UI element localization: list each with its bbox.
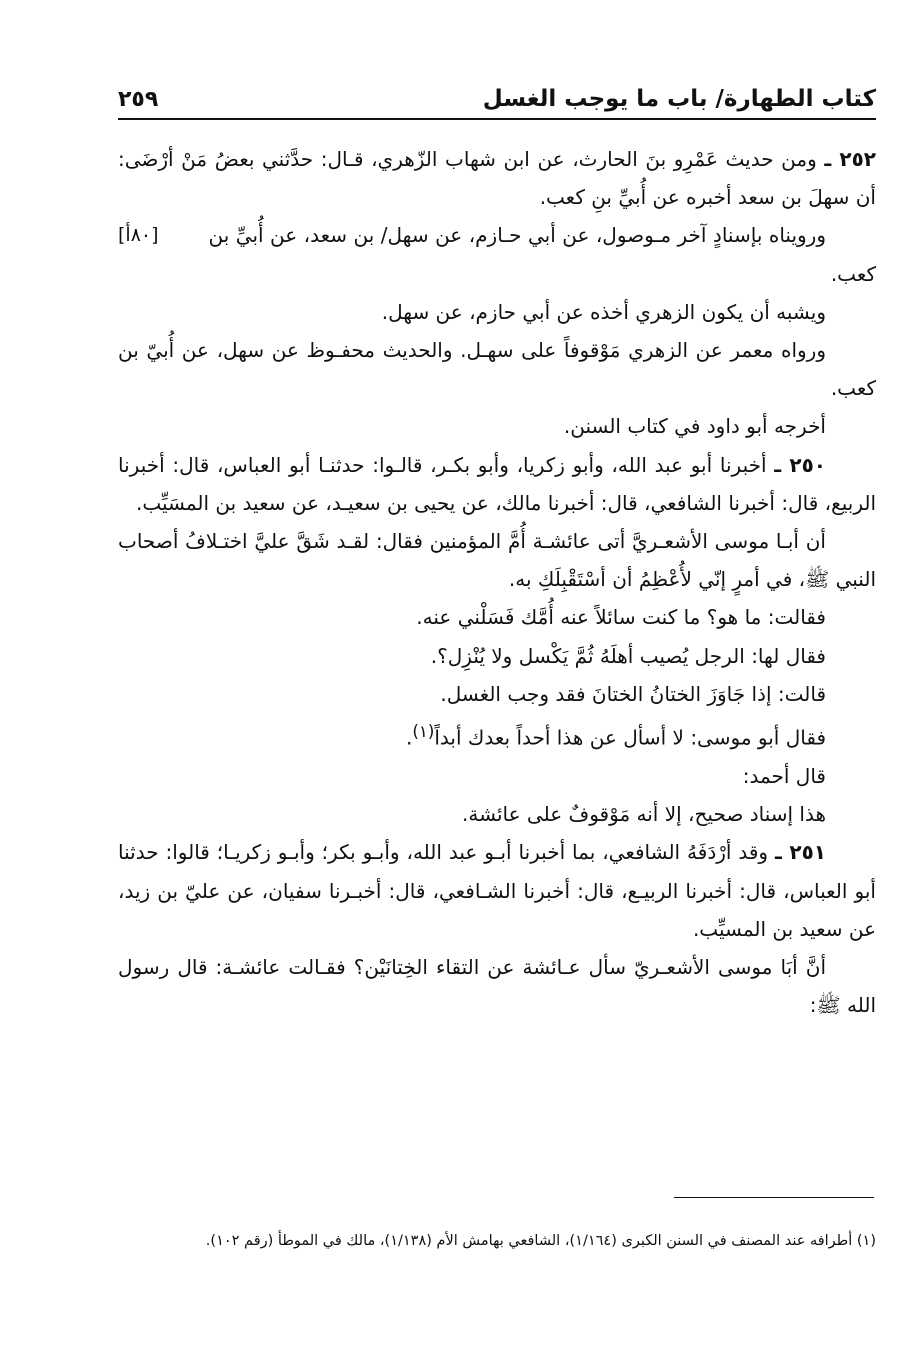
qalat-paragraph: قالت: إذا جَاوَزَ الختانُ الختانَ فقد وجب الغسل.: [440, 681, 826, 706]
page-number: ٢٥٩: [118, 87, 159, 112]
matn-paragraph-2: أنَّ أبَا موسى الأشعـريّ سأل عـائشة عن التقاء الخِتانَيْن؟ فقـالت عائشـة: قال رسول الله ﷺ:: [118, 954, 876, 1018]
hadith-251: [118, 833, 876, 948]
folio-marker: [٨٠أ]: [118, 224, 159, 247]
riwaya-paragraph: [118, 216, 876, 292]
faqala-laha-paragraph: فقال لها: الرجل يُصيب أهلَهُ ثُمَّ يَكْسل ولا يُنْزِل؟.: [430, 643, 826, 668]
hadith-text: ومن حديث عَمْرِو بنَ الحارث، عن ابن شهاب الزّهري، قـال: حدَّثني بعضُ مَنْ أرْضَى: أن سهلَ بن سعد أخبره عن أُبيِّ بنِ كعب.: [118, 147, 876, 210]
hadith-text: أخبرنا أبو عبد الله، وأبو زكريا، وأبو بكـر، قالـوا: حدثنـا أبو العباس، قال: أخبرنا الربيع، قال: أخبرنا الشافعي، قال: أخبرنا مالك، عن يحيى بن سعيـد، عن سعيد بن المسَيِّب.: [118, 452, 876, 515]
hadith-number: ٢٥١ ـ: [775, 840, 826, 865]
footnote: [118, 1228, 876, 1255]
hadith-number: ٢٥٢ ـ: [824, 147, 877, 171]
matn-paragraph: أن أبـا موسى الأشعـريَّ أتى عائشـة أُمَّ المؤمنين فقال: لقـد شَقَّ عليَّ اختـلافُ أصحاب النبي ﷺ، في أمرٍ إنّي لأُعْظِمُ أن أسْتَقْبِلَكِ به.: [118, 529, 876, 592]
riwaya-text: ورويناه بإسنادٍ آخر مـوصول، عن أبي حـازم، عن سهل/ بن سعد، عن أُبيِّ بن كعب.: [208, 223, 876, 286]
abu-musa-text: فقال أبو موسى: لا أسأل عن هذا أحداً بعدك أبداً: [434, 725, 826, 750]
footnote-text: (١) أطرافه عند المصنف في السنن الكبرى (١/١٦٤)، الشافعي بهامش الأم (١/١٣٨)، مالك في الموطأ (رقم ١٠٢).: [205, 1233, 876, 1249]
running-header: [118, 72, 876, 120]
qala-ahmad-paragraph: قال أحمد:: [742, 763, 826, 788]
chapter-title: كتاب الطهارة/ باب ما يوجب الغسل: [482, 86, 876, 112]
abu-musa-paragraph: فقال أبو موسى: لا أسأل عن هذا أحداً بعدك أبداً$^{(١)}$.: [406, 722, 826, 750]
akhrajahu-paragraph: أخرجه أبو داود في كتاب السنن.: [563, 414, 826, 439]
footnote-reference: (١): [412, 722, 435, 742]
faqalat-paragraph: فقالت: ما هو؟ ما كنت سائلاً عنه أُمَّك فَسَلْني عنه.: [416, 605, 826, 630]
yushbih-paragraph: ويشبه أن يكون الزهري أخذه عن أبي حازم، عن سهل.: [381, 299, 826, 324]
hadith-text: وقد أرْدَفَهُ الشافعي، بما أخبرنا أبـو عبد الله، وأبـو بكر؛ وأبـو زكريـا؛ قالوا: حدثنا أبو العباس، قال: أخبرنا الربيـع، قال: أخبرنا الشـافعي، قال: أخبـرنا سفيان، عن عليّ بن زيد، عن سعيد بن المسيِّب.: [118, 840, 876, 941]
isnad-paragraph: هذا إسناد صحيح، إلا أنه مَوْقوفٌ على عائشة.: [462, 802, 826, 827]
footnote-separator: [674, 1197, 874, 1198]
hadith-250: [118, 446, 876, 522]
hadith-252: [118, 140, 876, 216]
muammar-paragraph: ورواه معمر عن الزهري مَوْقوفاً على سهـل. والحديث محفـوظ عن سهل، عن أُبيّ بن كعب.: [118, 338, 876, 401]
hadith-number: ٢٥٠ ـ: [774, 452, 826, 477]
main-text: [118, 140, 876, 1024]
